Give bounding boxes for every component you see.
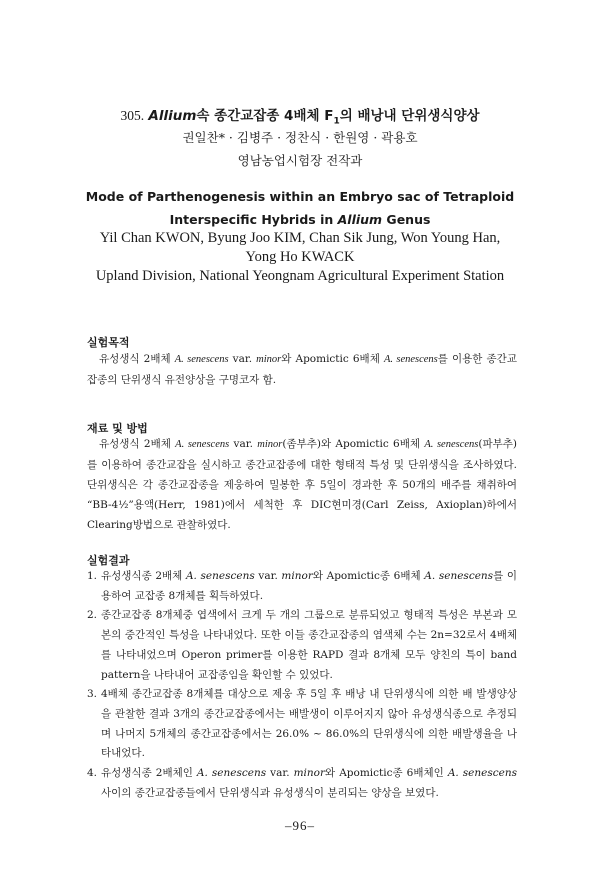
authors-korean: 권일찬* · 김병주 · 정찬식 · 한원영 · 곽용호 bbox=[182, 130, 418, 145]
title-english bbox=[0, 185, 600, 231]
list-item: 3. 4배체 종간교잡종 8개체를 대상으로 제웅 후 5일 후 배낭 내 단위생식에 의한 배 발생양상을 관찰한 결과 3개의 종간교잡종에서는 배발생이 이루어지지 않아 유성생식종으로 추정되며 나머지 5개체의 종간교잡종에서는 26.0% ~ 86.0%의 단위생식에 의한 배발생율을 나타내었다. bbox=[87, 688, 517, 760]
title-subscript: 1 bbox=[333, 116, 340, 127]
title-number: 305. bbox=[120, 108, 145, 123]
authors-english bbox=[0, 229, 600, 267]
title-english-line1: Mode of Parthenogenesis within an Embryo sac of Tetraploid bbox=[85, 189, 515, 204]
title-korean bbox=[0, 104, 600, 127]
page-number: –96– bbox=[285, 818, 315, 833]
affiliation-korean: 영남농업시험장 전작과 bbox=[237, 153, 363, 168]
list-item: 1. 유성생식종 2배체 A. senescens var. minor와 Apomictic종 6배체 A. senescens를 이용하여 교잡종 8개체를 획득하였다. bbox=[87, 570, 518, 602]
title-genus: Allium bbox=[148, 108, 197, 124]
title-text-2: 의 배낭내 단위생식양상 bbox=[339, 108, 480, 124]
section-heading-purpose: 실험목적 bbox=[87, 336, 130, 349]
title-text: 속 종간교잡종 4배체 F bbox=[196, 108, 334, 124]
list-item: 4. 유성생식종 2배체인 A. senescens var. minor와 Apomictic종 6배체인 A. senescens사이의 종간교잡종들에서 단위생식과 유성생식이 분리되는 양상을 보였다. bbox=[87, 767, 518, 799]
authors-english-line2: Yong Ho KWACK bbox=[245, 249, 355, 265]
list-item: 2. 종간교잡종 8개체중 엽색에서 크게 두 개의 그룹으로 분류되었고 형태적 특성은 부본과 모본의 중간적인 특성을 나타내었다. 또한 이들 종간교잡종의 염색체 수는 2n=32로서 4배체를 나타내었으며 Operon primer를 이용한 RAPD 결과 8개체 모두 양친의 특이 band pattern을 나타내어 교잡종임을 확인할 수 있었다. bbox=[87, 609, 517, 681]
section-heading-results: 실험결과 bbox=[87, 554, 130, 567]
section-body-purpose: 유성생식 2배체 A. senescens var. minor와 Apomictic 6배체 A. senescens를 이용한 종간교잡종의 단위생식 유전양상을 구명코자 함. bbox=[87, 353, 517, 386]
section-heading-methods: 재료 및 방법 bbox=[87, 422, 148, 435]
title-english-line2: Interspecific Hybrids in Allium Genus bbox=[169, 212, 431, 227]
authors-english-line1: Yil Chan KWON, Byung Joo KIM, Chan Sik Jung, Won Young Han, bbox=[99, 230, 501, 246]
section-body-methods: 유성생식 2배체 A. senescens var. minor(좀부추)와 Apomictic 6배체 A. senescens(파부추)를 이용하여 종간교잡을 실시하고 종간교잡종에 대한 형태적 특성 및 단위생식을 조사하였다. 단위생식은 각 종간교잡종을 제웅하여 밀봉한 후 5일이 경과한 후 50개의 배주를 채취하여 “BB-4½”용액(Herr, 1981)에서 세척한 후 DIC현미경(Carl Zeiss, Axioplan)하에서 Clearing방법으로 관찰하였다. bbox=[87, 438, 517, 531]
results-list bbox=[87, 567, 517, 803]
affiliation-english: Upland Division, National Yeongnam Agricultural Experiment Station bbox=[95, 268, 505, 284]
